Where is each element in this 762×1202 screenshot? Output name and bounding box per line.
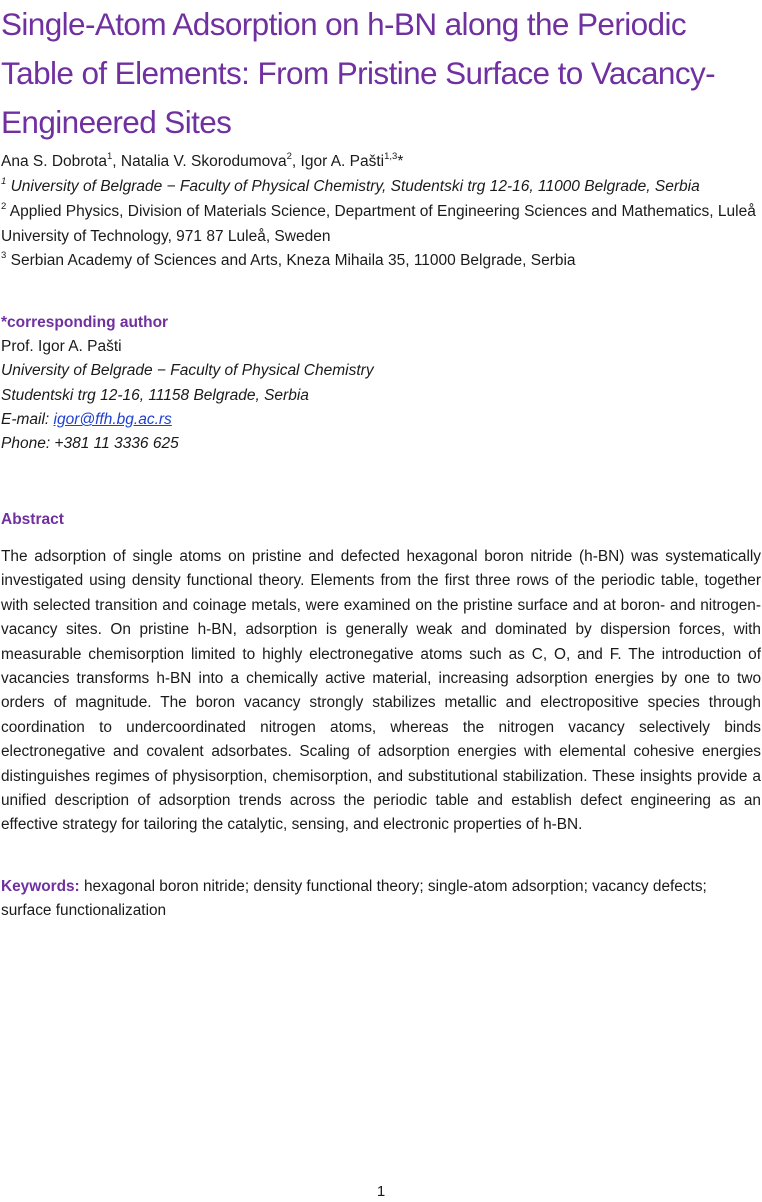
author-separator: , <box>291 153 301 170</box>
affiliation-text: Serbian Academy of Sciences and Arts, Kneza Mihaila 35, 11000 Belgrade, Serbia <box>10 252 576 269</box>
abstract-body: The adsorption of single atoms on pristine and defected hexagonal boron nitride (h-BN) was systematically investigated using density functional theory. Elements from the first three rows of the periodic table, together with selected transition and coinage metals, were examined on the pristine surface and at boron- and nitrogen-vacancy sites. On pristine h-BN, adsorption is generally weak and dominated by dispersion forces, with measurable chemisorption limited to highly electronegative atoms such as C, O, and F. The introduction of vacancies transforms h-BN into a chemically active material, increasing adsorption energies by one to two orders of magnitude. The boron vacancy strongly stabilizes metallic and electropositive species through coordination to undercoordinated nitrogen atoms, whereas the nitrogen vacancy selectively binds electronegative and covalent adsorbates. Scaling of adsorption energies with elemental cohesive energies distinguishes regimes of physisorption, chemisorption, and substitutional stabilization. These insights provide a unified description of adsorption trends across the periodic table and establish defect engineering as an effective strategy for tailoring the catalytic, sensing, and electronic properties of h-BN. <box>1 548 761 834</box>
keywords-label: Keywords: <box>1 878 80 895</box>
affiliation-number: 2 <box>1 200 7 212</box>
author-name: Ana S. Dobrota <box>1 153 107 170</box>
paper-title: Single-Atom Adsorption on h-BN along the Periodic Table of Elements: From Pristine Surface to Vacancy-Engineered Sites <box>1 6 716 140</box>
corresponding-author-name: Prof. Igor A. Pašti <box>1 338 122 355</box>
author-separator: , <box>112 153 121 170</box>
corresponding-author-heading: *corresponding author <box>1 314 169 331</box>
affiliation-3 <box>1 249 761 274</box>
corresponding-author-marker: * <box>397 153 404 170</box>
affiliation-text: University of Belgrade − Faculty of Physical Chemistry, Studentski trg 12-16, 11000 Belgrade, Serbia <box>10 178 700 195</box>
affiliation-number: 3 <box>1 249 7 261</box>
author-affiliation-marker: 1 <box>106 150 113 162</box>
author-list <box>1 150 761 174</box>
author-name: Natalia V. Skorodumova <box>120 153 287 170</box>
page-number: 1 <box>376 1183 386 1200</box>
author-affiliation-marker: 2 <box>286 150 292 162</box>
author-affiliation-marker: 1,3 <box>384 150 398 162</box>
corresponding-author-phone: Phone: +381 11 3336 625 <box>1 435 179 452</box>
affiliation-1 <box>1 175 761 200</box>
email-label: E-mail: <box>1 411 54 428</box>
affiliation-number: 1 <box>1 175 7 187</box>
author-name: Igor A. Pašti <box>300 153 385 170</box>
corresponding-author-email-line <box>1 408 172 432</box>
abstract-heading: Abstract <box>1 511 64 528</box>
affiliation-2 <box>1 200 761 249</box>
corresponding-author-address: Studentski trg 12-16, 11158 Belgrade, Serbia <box>1 387 309 404</box>
keywords-text: hexagonal boron nitride; density functional theory; single-atom adsorption; vacancy defects; surface functionalization <box>1 878 707 920</box>
corresponding-author-institution: University of Belgrade − Faculty of Physical Chemistry <box>1 362 374 379</box>
keywords-paragraph <box>1 875 741 924</box>
email-link[interactable]: igor@ffh.bg.ac.rs <box>53 411 172 428</box>
affiliation-text: Applied Physics, Division of Materials Science, Department of Engineering Sciences and Mathematics, Luleå University of Technology, 971 87 Luleå, Sweden <box>1 203 756 245</box>
